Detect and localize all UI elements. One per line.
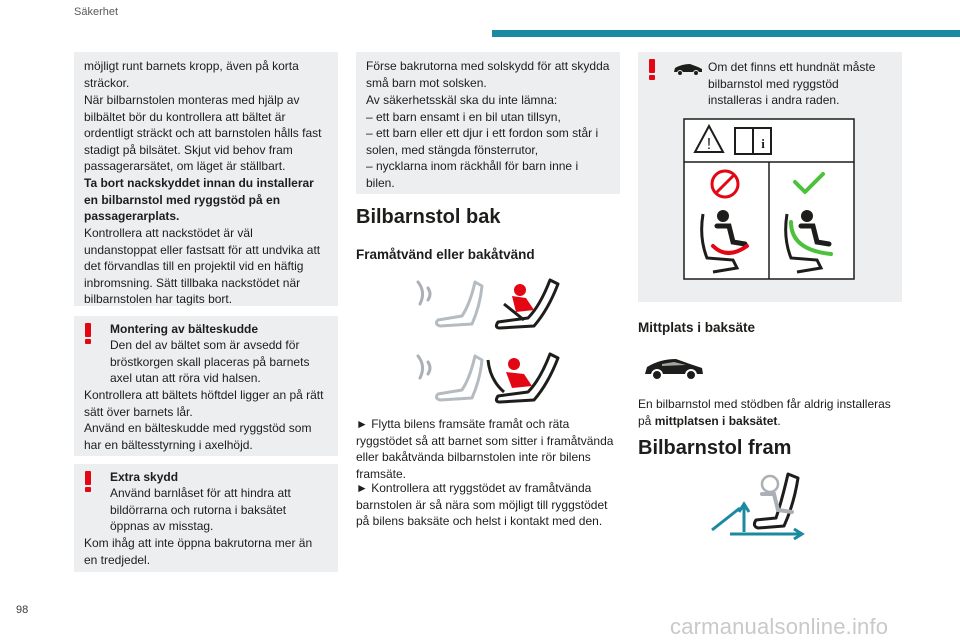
section-heading: Bilbarnstol bak: [356, 206, 501, 228]
paragraph: [84, 337, 328, 387]
text: En bilbarnstol med stödben får aldrig installeras på: [638, 397, 891, 428]
bold-text: mittplatsen i baksätet: [654, 413, 778, 428]
header-accent-bar: [492, 30, 960, 37]
page-number: 98: [16, 604, 29, 616]
paragraph: Kom ihåg att inte öppna bakrutorna mer än en tredjedel.: [84, 536, 313, 567]
warning-title: Extra skydd: [110, 470, 179, 484]
warning-box-dog-net: [638, 52, 902, 302]
info-box-sunshade: [356, 52, 620, 194]
paragraph: [638, 396, 902, 429]
info-box-headrest: [74, 52, 338, 306]
paragraph: [648, 59, 892, 109]
list-item: – ett barn ensamt i en bil utan tillsyn,: [366, 110, 561, 124]
paragraph: möjligt runt barnets kropp, även på korta sträckor.: [84, 59, 299, 90]
section-heading: Bilbarnstol fram: [638, 437, 792, 459]
paragraph: [84, 485, 328, 535]
forward-facing-seat-illustration: [400, 276, 570, 332]
rear-facing-seat-illustration: [400, 350, 570, 406]
subsection-heading: Framåtvänd eller bakåtvänd: [356, 247, 535, 262]
svg-text:!: !: [706, 136, 712, 153]
bullet-paragraph: ► Flytta bilens framsäte framåt och räta ryggstödet så att barnet som sitter i framåtvända eller bakåtvända bilbarnstolen inte rör bilens framsäte.: [356, 417, 614, 481]
list-item: – nycklarna inom räckhåll för barn inne i bilen.: [366, 159, 579, 190]
warning-box-child-lock: [74, 464, 338, 572]
list-item: – ett barn eller ett djur i ett fordon som står i solen, med stängda fönsterrutor,: [366, 126, 599, 157]
paragraph: Av säkerhetsskäl ska du inte lämna:: [366, 93, 558, 107]
paragraph-line: Den del av bältet som är avsedd för bröstkorgen skall placeras på barnets axel utan att röra vid halsen.: [110, 338, 310, 386]
svg-text:i: i: [761, 136, 765, 151]
paragraph: Kontrollera att bältets höftdel ligger an på rätt sätt över barnets lår.: [84, 388, 324, 419]
watermark: carmanualsonline.info: [670, 614, 889, 639]
paragraph: Kontrollera att nackstödet är väl undanstoppat eller fastsatt för att undvika att det förvandlas till en projektil vid en häftig inbromsning. Sätt tillbaka nackstödet när bilbarnstolen har tagits bort.: [84, 226, 321, 307]
section-header: Säkerhet: [74, 6, 119, 18]
warning-title: Montering av bälteskudde: [110, 322, 259, 336]
car-icon: [642, 354, 706, 382]
paragraph-line: Använd barnlåset för att hindra att bildörrarna och rutorna i baksätet öppnas av misstag.: [110, 486, 291, 534]
paragraph: När bilbarnstolen monteras med hjälp av bilbältet bör du kontrollera att bältet är ordentligt sträckt och att barnstolen hålls fast stadigt på bilsätet. Skjut vid behov fram passagerarsätet, om läget är ställbart.: [84, 93, 322, 174]
paragraph: Förse bakrutorna med solskydd för att skydda små barn mot solsken.: [366, 59, 610, 90]
seat-pictogram-panel: [683, 118, 855, 280]
subsection-heading: Mittplats i baksäte: [638, 320, 756, 335]
bullet-paragraph: ► Kontrollera att ryggstödet av framåtvända barnstolen är så nära som möjligt till ryggstödet på bilens baksäte och helst i kontakt med den.: [356, 481, 608, 529]
text: .: [777, 413, 781, 428]
front-seat-illustration: [700, 470, 810, 542]
warning-text: Om det finns ett hundnät måste bilbarnstol med ryggstöd installeras i andra raden.: [708, 60, 876, 108]
paragraph: Använd en bälteskudde med ryggstöd som har en bältesstyrning i axelhöjd.: [84, 421, 312, 452]
bold-paragraph: Ta bort nackskyddet innan du installerar en bilbarnstol med ryggstöd på en passagerarplats.: [84, 176, 314, 224]
warning-box-booster: [74, 316, 338, 456]
